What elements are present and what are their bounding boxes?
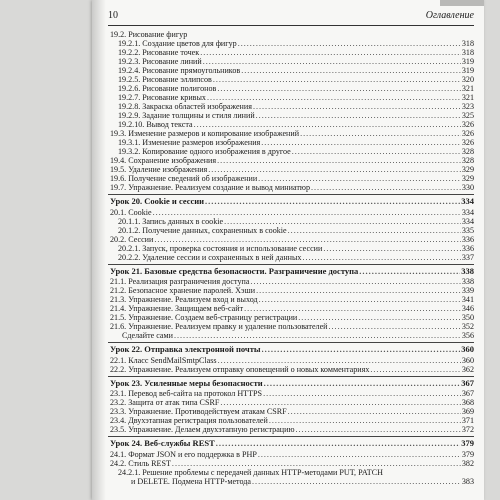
toc-entry-title: 19.2.5. Рисование эллипсов	[118, 75, 212, 84]
toc-entry-title: 23.3. Упражнение. Противодействуем атакам CSRF	[110, 407, 287, 416]
toc-entry-page: 320	[461, 75, 474, 84]
dot-leader	[263, 389, 461, 398]
dot-leader	[288, 407, 461, 416]
toc-entry	[110, 313, 474, 322]
toc-entry	[118, 244, 474, 253]
dot-leader	[311, 183, 461, 192]
toc-entry	[110, 459, 474, 468]
toc-entry-page: 334	[461, 216, 474, 226]
dot-leader	[172, 459, 461, 468]
dot-leader	[213, 75, 461, 84]
chapter-separator	[108, 436, 474, 437]
toc-entry	[118, 111, 474, 120]
dot-leader	[153, 208, 461, 217]
dot-leader	[244, 304, 461, 313]
toc-entry-title: 19.2. Рисование фигур	[110, 30, 188, 39]
toc-entry-page: 350	[461, 313, 474, 322]
toc-entry	[118, 120, 474, 129]
toc-entry-page: 323	[461, 102, 474, 111]
dot-leader	[288, 226, 461, 235]
toc-entry-title: 19.3.2. Копирование одного изображения в другое	[118, 147, 291, 156]
toc-entry	[122, 331, 474, 340]
toc-entry-title: 23.1. Перевод веб-сайта на протокол HTTPS	[110, 389, 263, 398]
section-title: Оглавление	[425, 10, 474, 21]
dot-leader	[259, 295, 461, 304]
dot-leader	[224, 217, 461, 226]
toc-entry-page: 329	[461, 174, 474, 183]
toc-entry-title: 19.7. Упражнение. Реализуем создание и вывод миниатюр	[110, 183, 310, 192]
dot-leader	[370, 365, 460, 374]
toc-entry	[118, 102, 474, 111]
toc-entry	[110, 450, 474, 459]
dot-leader	[220, 398, 461, 407]
toc-chapter-heading	[110, 197, 474, 206]
toc-entry-page: 328	[461, 156, 474, 165]
toc-entry-title: и DELETE. Подмена HTTP-метода	[131, 476, 252, 486]
dot-leader	[252, 477, 461, 486]
toc-entry-title: Урок 24. Веб-службы REST	[110, 438, 215, 448]
toc-entry	[110, 416, 474, 425]
toc-entry-title: 19.2.1. Создание цветов для фигур	[118, 39, 237, 48]
toc-entry-page: 330	[461, 183, 474, 192]
dot-leader	[296, 425, 461, 434]
toc-entry-page: 369	[461, 407, 474, 416]
toc-entry-title: 20.2.2. Удаление сессии и сохраненных в ней данных	[118, 252, 302, 262]
toc-entry-page: 382	[461, 458, 474, 468]
toc-entry	[110, 295, 474, 304]
toc-entry	[118, 66, 474, 75]
toc-entry-page: 367	[461, 389, 474, 398]
chapter-separator	[108, 194, 474, 195]
toc-entry-page: 368	[461, 398, 474, 407]
dot-leader	[253, 102, 461, 111]
dot-leader	[250, 277, 460, 286]
toc-entry-title: 19.2.4. Рисование прямоугольников	[118, 66, 241, 75]
toc-entry	[110, 365, 474, 374]
toc-entry-page: 362	[461, 364, 474, 374]
toc-entry-title: 22.2. Упражнение. Реализуем отправку оповещений о новых комментариях	[110, 364, 370, 374]
toc-entry-title: Сделайте сами	[122, 331, 173, 340]
toc-entry-page: 356	[461, 331, 474, 340]
toc-entry-page: 335	[461, 225, 474, 235]
toc-entry-title: 19.3.1. Изменение размеров изображения	[118, 138, 261, 147]
toc-entry-title: Урок 23. Усиленные меры безопасности	[110, 377, 263, 388]
toc-entry-title: 21.4. Упражнение. Защищаем веб-сайт	[110, 304, 244, 313]
toc-entry-title: 19.2.3. Рисование линий	[118, 57, 202, 66]
toc-entry-page: 318	[461, 48, 474, 57]
toc-entry-title: 23.5. Упражнение. Делаем двухэтапную регистрацию	[110, 425, 295, 434]
dot-leader	[359, 267, 460, 276]
dot-leader	[216, 439, 460, 448]
toc-entry-page: 326	[461, 129, 474, 138]
dot-leader	[241, 66, 461, 75]
toc-entry-title: 21.2. Безопасное хранение паролей. Хэши	[110, 286, 256, 295]
dot-leader	[258, 174, 461, 183]
toc-entry-title: 19.2.6. Рисование полигонов	[118, 84, 217, 93]
toc-entry-page: 321	[461, 84, 474, 93]
toc-entry-title: 19.6. Получение сведений об изображении	[110, 174, 258, 183]
toc-entry	[110, 398, 474, 407]
toc-entry-title: 20.1. Cookie	[110, 207, 152, 217]
toc-entry-page: 325	[461, 111, 474, 120]
dot-leader	[264, 379, 461, 388]
dot-leader	[218, 356, 461, 365]
toc-entry	[118, 48, 474, 57]
toc-entry-title: 24.2. Стиль REST	[110, 458, 171, 468]
toc-entry-page: 337	[461, 252, 474, 262]
dot-leader	[203, 57, 461, 66]
toc-entry-page: 326	[461, 138, 474, 147]
dot-leader	[217, 156, 461, 165]
dot-leader	[323, 244, 461, 253]
dot-leader	[256, 111, 461, 120]
toc-entry	[110, 322, 474, 331]
toc-entry-title: 19.2.8. Закраска областей изображения	[118, 102, 252, 111]
toc-entry-title: Урок 21. Базовые средства безопасности. Разграничение доступа	[110, 265, 359, 276]
toc-entry-page: 334	[461, 207, 474, 217]
toc-entry-page: 341	[461, 295, 474, 304]
dot-leader	[292, 147, 461, 156]
toc-entry-page: 360	[461, 355, 474, 365]
toc-entry	[118, 147, 474, 156]
toc-entry-title: 20.1.2. Получение данных, сохраненных в cookie	[118, 225, 287, 235]
dot-leader	[205, 197, 460, 206]
toc-entry	[118, 217, 474, 226]
toc-entry	[118, 84, 474, 93]
toc-entry	[118, 138, 474, 147]
toc-entry	[110, 156, 474, 165]
dot-leader	[208, 165, 461, 174]
dot-leader	[262, 345, 461, 354]
toc-entry-title: 22.1. Класс SendMailSmtpClass	[110, 355, 217, 365]
toc-entry	[118, 253, 474, 262]
toc-entry	[110, 407, 474, 416]
toc-entry-page: 319	[461, 57, 474, 66]
toc-entry-page: 383	[461, 476, 474, 486]
toc-entry-title: 21.1. Реализация разграничения доступа	[110, 277, 250, 286]
toc-entry-title: 19.3. Изменение размеров и копирование изображений	[110, 129, 300, 138]
toc-entry-page: 339	[461, 286, 474, 295]
toc-entry-title: Урок 22. Отправка электронной почты	[110, 344, 261, 354]
dot-leader	[154, 235, 461, 244]
toc-entry-page: 336	[461, 234, 474, 244]
toc-entry-page: 379	[461, 438, 474, 448]
dot-leader	[302, 253, 460, 262]
toc-entry	[110, 304, 474, 313]
toc-entry	[131, 477, 474, 486]
dot-leader	[256, 286, 461, 295]
toc-entry-title: 24.1. Формат JSON и его поддержка в PHP	[110, 449, 257, 459]
toc-entry	[110, 356, 474, 365]
toc-entry-page: 346	[461, 304, 474, 313]
dot-leader	[300, 129, 461, 138]
toc-entry	[118, 75, 474, 84]
dot-leader	[217, 84, 461, 93]
dot-leader	[207, 93, 461, 102]
toc-entry-title: 20.1.1. Запись данных в cookie	[118, 216, 224, 226]
toc-entry	[110, 425, 474, 434]
toc-entry-page: 379	[461, 449, 474, 459]
toc-chapter-heading	[110, 345, 474, 354]
toc-entry	[110, 286, 474, 295]
toc-entry	[110, 174, 474, 183]
toc-entry	[110, 183, 474, 192]
toc-entry	[118, 468, 474, 477]
dot-leader	[261, 138, 461, 147]
toc-entry	[110, 277, 474, 286]
toc-entry-page: 371	[461, 416, 474, 425]
toc-entry	[110, 235, 474, 244]
toc-entry-title: 21.3. Упражнение. Реализуем вход и выход	[110, 295, 258, 304]
toc-entry	[118, 226, 474, 235]
toc-entry-title: 21.6. Упражнение. Реализуем правку и удаление пользователей	[110, 322, 328, 331]
toc-entry-title: 20.2.1. Запуск, проверка состояния и использование сессии	[118, 243, 323, 253]
toc-entry-page: 318	[461, 39, 474, 48]
toc-entry-page: 321	[461, 93, 474, 102]
toc-entry	[110, 165, 474, 174]
toc-entry-title: 21.5. Упражнение. Создаем веб-страницу регистрации	[110, 313, 298, 322]
chapter-separator	[108, 264, 474, 265]
toc-entry-page: 328	[461, 147, 474, 156]
toc-entry	[110, 129, 474, 138]
toc-entry-page: 329	[461, 165, 474, 174]
dot-leader	[269, 416, 461, 425]
toc-entry-title: 20.2. Сессии	[110, 234, 154, 244]
toc-entry	[110, 208, 474, 217]
dot-leader	[238, 39, 461, 48]
toc-entry-title: 23.4. Двухэтапная регистрация пользователей	[110, 416, 268, 425]
toc-entry-title: 19.4. Сохранение изображения	[110, 156, 217, 165]
toc-entry-page: 319	[461, 66, 474, 75]
toc-entry-title: 19.2.10. Вывод текста	[118, 120, 193, 129]
toc-entry-page: 338	[461, 277, 474, 286]
dot-leader	[329, 322, 461, 331]
toc-chapter-heading	[110, 267, 474, 276]
page-number: 10	[108, 10, 118, 21]
toc-entry	[118, 57, 474, 66]
toc-entry-page: 338	[461, 265, 474, 276]
dot-leader	[200, 48, 461, 57]
toc-entry-title: 19.2.2. Рисование точек	[118, 48, 200, 57]
chapter-separator	[108, 376, 474, 377]
toc-entry-title: 23.2. Защита от атак типа CSRF	[110, 398, 220, 407]
toc-entry	[110, 30, 474, 39]
toc-entry-title: 19.5. Удаление изображения	[110, 165, 208, 174]
toc-entry-title: 24.2.1. Решение проблемы с передачей данных HTTP-методами PUT, PATCH	[118, 467, 383, 477]
dot-leader	[258, 450, 461, 459]
toc-entry	[118, 39, 474, 48]
dot-leader	[174, 331, 461, 340]
toc-entry-page: 360	[461, 344, 474, 354]
toc-entry	[118, 93, 474, 102]
toc-entry-page: 372	[461, 425, 474, 434]
toc-entry-page: 326	[461, 120, 474, 129]
toc-entry-title: Урок 20. Cookie и сессии	[110, 196, 205, 206]
toc-entry-title: 19.2.9. Задание толщины и стиля линий	[118, 111, 255, 120]
toc-entry-title: 19.2.7. Рисование кривых	[118, 93, 206, 102]
toc-entry-page: 367	[461, 377, 474, 388]
toc-entry	[110, 389, 474, 398]
toc-entry-page: 336	[461, 243, 474, 253]
toc-chapter-heading	[110, 379, 474, 388]
toc-chapter-heading	[110, 439, 474, 448]
chapter-separator	[108, 342, 474, 343]
toc-entry-page: 334	[461, 196, 474, 206]
toc-entry-page: 352	[461, 322, 474, 331]
dot-leader	[194, 120, 461, 129]
dot-leader	[298, 313, 461, 322]
